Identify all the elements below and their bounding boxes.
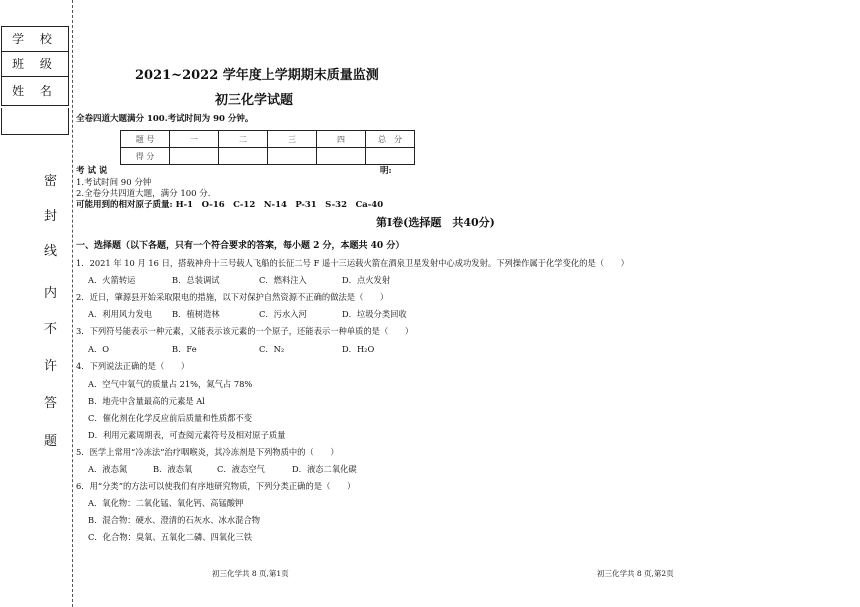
seal-char: 内 [44, 286, 58, 301]
seal-char: 密 [44, 174, 58, 189]
question-stem: 1．2021 年 10 月 16 日，搭载神舟十三号载人飞船的长征二号 F 遥十三运载火箭在酒泉卫星发射中心成功发射。下列操作属于化学变化的是（ ） [76, 258, 629, 268]
atomic-mass-line [76, 198, 383, 210]
question-option: B．地壳中含量最高的元素是 Al [88, 396, 205, 406]
name-field[interactable]: 姓 名 [12, 84, 58, 98]
question-stem: 6．用“分类”的方法可以使我们有序地研究物质，下列分类正确的是（ ） [76, 481, 356, 491]
question-option: A．O [88, 344, 110, 354]
score-table [120, 130, 415, 165]
question-option: B．混合物：硬水、澄清的石灰水、冰水混合物 [88, 515, 261, 525]
question-option: B．液态氧 [153, 464, 193, 474]
score-table-cell: 得 分 [121, 148, 170, 165]
class-field[interactable]: 班 级 [2, 52, 68, 77]
section1-title: 一、选择题（以下各题，只有一个符合要求的答案，每小题 2 分，本题共 40 分） [76, 241, 405, 251]
footer-page-left: 初三化学共 8 页,第1页 [212, 569, 289, 578]
question-option: C．液态空气 [217, 464, 265, 474]
seal-char: 答 [44, 396, 58, 411]
atomic-mass-text: 可能用到的相对原子质量: H-1 O-16 C-12 N-14 P-31 S-32 Ca-40 [76, 200, 384, 210]
score-table-header-row [121, 131, 415, 148]
score-table-cell: 题 号 [121, 131, 170, 148]
exam-title: 2021~2022 学年度上学期期末质量监测 [135, 68, 379, 83]
score-table-cell: 一 [170, 131, 219, 148]
note-line-1: 1.考试时间 90 分钟 [76, 178, 152, 188]
question-option: D．液态二氧化碳 [292, 464, 357, 474]
question-option: A．氧化物：二氧化锰、氧化钙、高锰酸钾 [88, 498, 244, 508]
score-table-cell: 四 [317, 131, 366, 148]
score-table-score-row [121, 148, 415, 165]
question-stem: 3．下列符号能表示一种元素，又能表示该元素的一个原子，还能表示一种单质的是（ ） [76, 326, 414, 336]
score-table-cell: 二 [219, 131, 268, 148]
question-option: C．污水入河 [259, 309, 307, 319]
seal-char: 线 [44, 244, 58, 259]
seal-char: 封 [44, 209, 58, 224]
name-write-box[interactable] [1, 108, 69, 135]
score-cell-4[interactable] [317, 148, 366, 165]
notes-label-right: 明: [380, 166, 392, 176]
question-stem: 2．近日，肇源县开始采取限电的措施，以下对保护自然资源不正确的做法是（ ） [76, 292, 389, 302]
question-option: B．Fe [172, 344, 197, 354]
score-cell-3[interactable] [268, 148, 317, 165]
seal-char: 许 [44, 359, 58, 374]
question-option: D．H₂O [342, 344, 375, 354]
question-option: B．植树造林 [172, 309, 220, 319]
exam-subtitle: 初三化学试题 [215, 93, 294, 108]
question-option: C．化合物：臭氧、五氧化二磷、四氧化三铁 [88, 532, 252, 542]
seal-char: 题 [44, 434, 58, 449]
question-stem: 4．下列说法正确的是（ ） [76, 361, 190, 371]
score-cell-total[interactable] [366, 148, 415, 165]
score-cell-1[interactable] [170, 148, 219, 165]
seal-char: 不 [44, 322, 58, 337]
student-info-box [1, 26, 69, 106]
question-option: A．液态氮 [88, 464, 128, 474]
score-table-cell: 总 分 [366, 131, 415, 148]
question-option: B．总装调试 [172, 275, 220, 285]
question-option: D．垃圾分类回收 [342, 309, 407, 319]
question-option: A．空气中氧气的质量占 21%，氮气占 78% [88, 379, 253, 389]
question-option: A．火箭转运 [88, 275, 136, 285]
footer-page-right: 初三化学共 8 页,第2页 [597, 569, 674, 578]
question-stem: 5．医学上常用“冷冻法”治疗咽喉炎，其冷冻剂是下列物质中的（ ） [76, 447, 339, 457]
question-option: D．点火发射 [342, 275, 391, 285]
note-line-2: 2.全卷分共四道大题，满分 100 分. [76, 189, 211, 199]
score-cell-2[interactable] [219, 148, 268, 165]
question-option: D．利用元素周期表，可查阅元素符号及相对原子质量 [88, 430, 286, 440]
school-field[interactable]: 学 校 [2, 27, 68, 52]
exam-intro: 全卷四道大题满分 100.考试时间为 90 分钟。 [76, 114, 254, 124]
question-option: C．催化剂在化学反应前后质量和性质都不变 [88, 413, 252, 423]
volume-title: 第Ⅰ卷(选择题 共40分) [376, 216, 495, 229]
question-option: A．利用风力发电 [88, 309, 153, 319]
score-table-cell: 三 [268, 131, 317, 148]
notes-label-left: 考 试 说 [76, 166, 108, 176]
question-option: C．N₂ [259, 344, 285, 354]
binding-line [72, 0, 73, 607]
question-option: C．燃料注入 [259, 275, 307, 285]
